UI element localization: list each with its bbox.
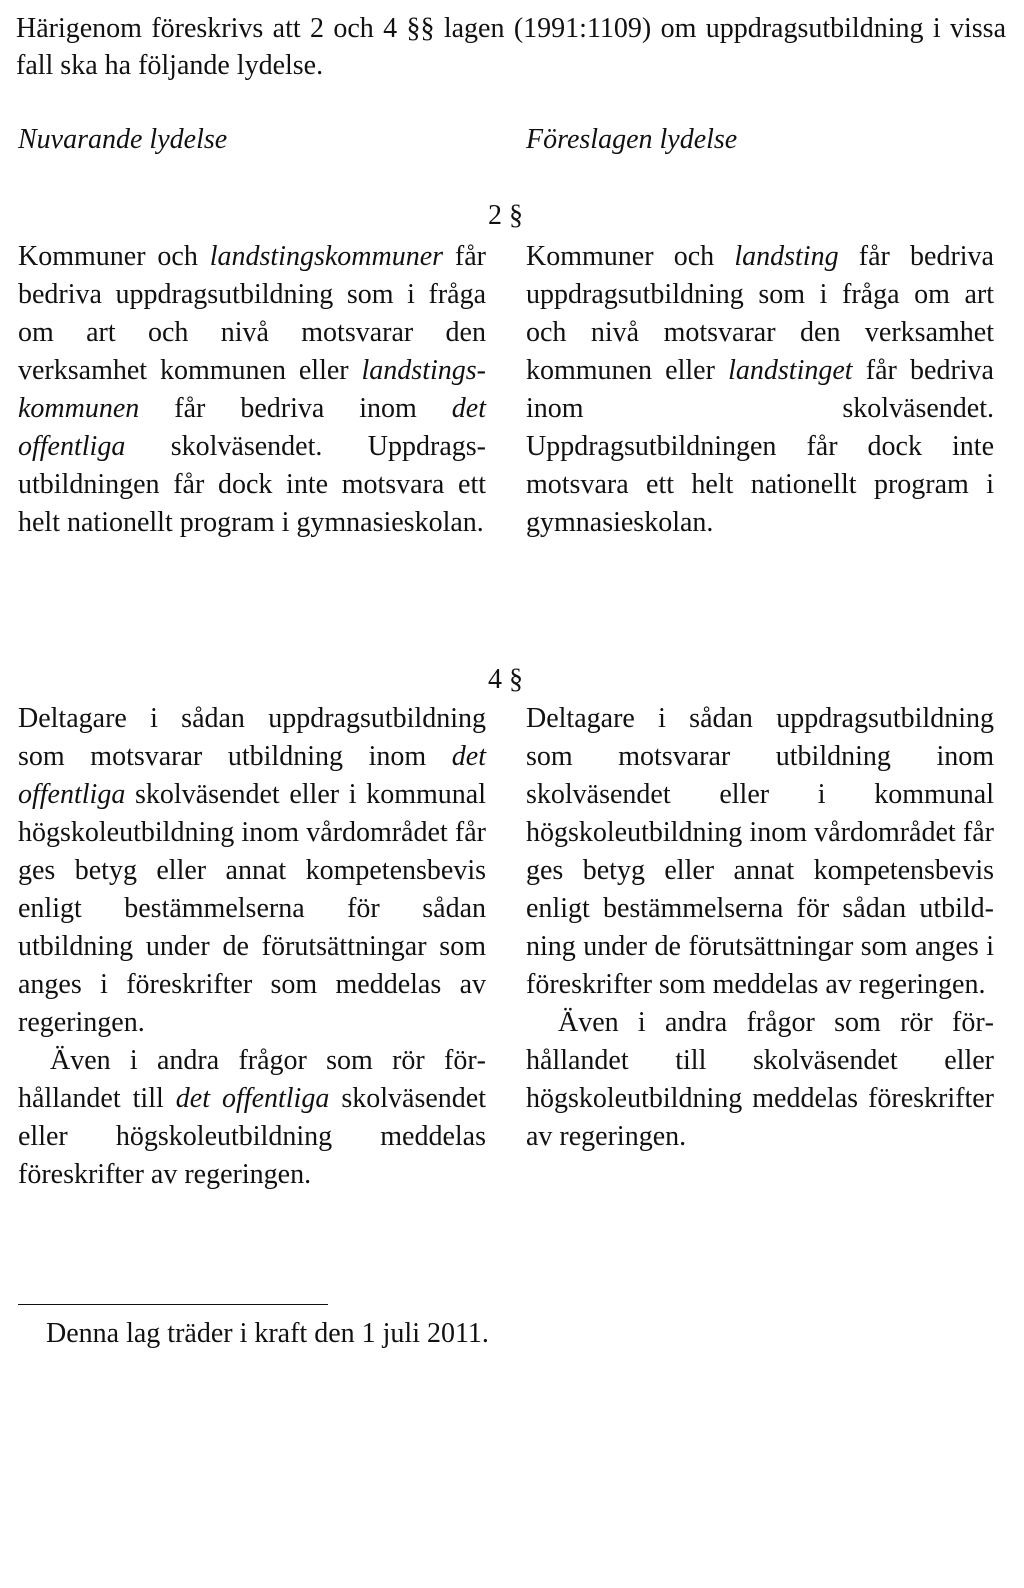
paragraph: Deltagare i sådan uppdragsutbildning som motsvarar utbildning inom skolväsendet eller i kommunal högskoleutbildning inom vårdområdet får ges betyg eller annat kompetensbevis enligt bestämmelserna för sådan utbildning under de förutsättningar som anges i föreskrifter som meddelas av regeringen.: [526, 703, 994, 1000]
paragraph: Kommuner och landstingskommuner får bedriva uppdragsutbildning som i fråga om art och nivå motsvarar den verksamhet kommunen eller landstingskommunen får bedriva inom det offentliga skolväsendet. Uppdragsutbildningen får dock inte motsvara ett helt nationellt program i gymnasieskolan.: [18, 241, 486, 538]
italic-term: landstinget: [728, 355, 853, 386]
section-4-mark: 4 §: [488, 664, 523, 695]
section-2-current-text: [18, 238, 486, 542]
italic-term: landstingskommunen: [18, 355, 486, 424]
paragraph: Deltagare i sådan uppdragsutbildning som motsvarar utbildning inom det offentliga skolväsendet eller i kommunal högskoleutbildning inom vårdområdet får ges betyg eller annat kompetensbevis enligt bestämmelserna för sådan utbildning under de förutsättningar som anges i föreskrifter som meddelas av regeringen.: [18, 703, 486, 1038]
current-wording-header: Nuvarande lydelse: [18, 124, 228, 155]
italic-term: det offentliga: [18, 741, 486, 810]
section-4-proposed-text: [526, 700, 994, 1156]
italic-term: det offentliga: [18, 393, 486, 462]
paragraph: Kommuner och landsting får bedriva uppdragsutbildning som i fråga om art och nivå motsvarar den verksamhet kommunen eller landstinget får bedriva inom skolväsendet. Uppdragsutbildningen får dock inte motsvara ett helt nationellt program i gymnasieskolan.: [526, 241, 994, 538]
italic-term: landstingskommuner: [209, 241, 444, 272]
section-2-proposed-text: [526, 238, 994, 542]
proposed-wording-header: Föreslagen lydelse: [526, 124, 738, 155]
intro-paragraph: Härigenom föreskrivs att 2 och 4 §§ lagen (1991:1109) om uppdragsutbildning i vissa fall ska ha följande lydelse.: [16, 13, 1006, 81]
paragraph: Även i andra frågor som rör förhållandet till skolväsendet eller högskoleutbildning meddelas föreskrifter av regeringen.: [526, 1007, 994, 1152]
footnote-divider: [18, 1304, 328, 1305]
entry-into-force-note: Denna lag träder i kraft den 1 juli 2011.: [46, 1318, 489, 1349]
italic-term: landsting: [734, 241, 839, 272]
italic-term: det offentliga: [175, 1083, 330, 1114]
section-4-current-text: [18, 700, 486, 1194]
paragraph: Även i andra frågor som rör förhållandet till det offentliga skolväsendet eller högskoleutbildning meddelas föreskrifter av regeringen.: [18, 1045, 486, 1190]
section-2-mark: 2 §: [488, 200, 523, 231]
